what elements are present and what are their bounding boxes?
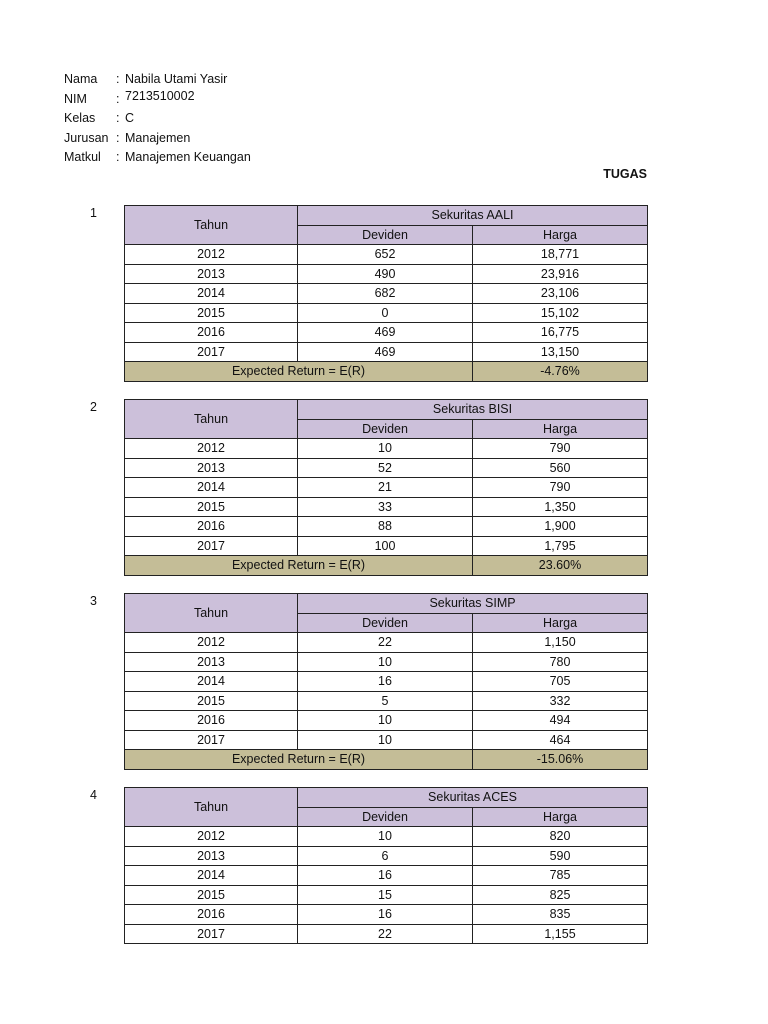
cell-dividend: 469 xyxy=(298,323,473,343)
cell-year: 2017 xyxy=(125,730,298,750)
cell-price: 1,155 xyxy=(473,924,648,944)
cell-year: 2014 xyxy=(125,866,298,886)
header-security: Sekuritas SIMP xyxy=(298,594,648,614)
header-tahun: Tahun xyxy=(125,400,298,439)
cell-price: 18,771 xyxy=(473,245,648,265)
expected-return-label: Expected Return = E(R) xyxy=(125,556,473,576)
table-row xyxy=(125,536,648,556)
table-row xyxy=(125,866,648,886)
info-row-kelas xyxy=(64,109,251,129)
cell-year: 2015 xyxy=(125,303,298,323)
header-deviden: Deviden xyxy=(298,807,473,827)
cell-dividend: 10 xyxy=(298,652,473,672)
info-label: NIM xyxy=(64,91,87,106)
cell-dividend: 100 xyxy=(298,536,473,556)
table-bisi xyxy=(124,399,648,576)
expected-return-label: Expected Return = E(R) xyxy=(125,362,473,382)
table-row xyxy=(125,924,648,944)
cell-dividend: 16 xyxy=(298,672,473,692)
table-aali xyxy=(124,205,648,382)
table-row xyxy=(125,284,648,304)
info-separator: : xyxy=(116,130,120,145)
cell-year: 2014 xyxy=(125,672,298,692)
cell-dividend: 22 xyxy=(298,924,473,944)
cell-price: 1,900 xyxy=(473,517,648,537)
cell-dividend: 0 xyxy=(298,303,473,323)
cell-year: 2013 xyxy=(125,652,298,672)
cell-price: 23,106 xyxy=(473,284,648,304)
table-row xyxy=(125,633,648,653)
table-row xyxy=(125,517,648,537)
cell-dividend: 16 xyxy=(298,866,473,886)
table-row xyxy=(125,730,648,750)
info-separator: : xyxy=(116,111,120,126)
cell-year: 2015 xyxy=(125,885,298,905)
header-harga: Harga xyxy=(473,419,648,439)
cell-dividend: 6 xyxy=(298,846,473,866)
header-security: Sekuritas ACES xyxy=(298,788,648,808)
cell-price: 705 xyxy=(473,672,648,692)
cell-price: 464 xyxy=(473,730,648,750)
table-row xyxy=(125,342,648,362)
cell-year: 2016 xyxy=(125,323,298,343)
cell-price: 16,775 xyxy=(473,323,648,343)
info-row-jurusan xyxy=(64,129,251,149)
expected-return-row xyxy=(125,362,648,382)
header-tahun: Tahun xyxy=(125,594,298,633)
info-value: 7213510002 xyxy=(125,88,195,103)
info-value: Nabila Utami Yasir xyxy=(125,72,228,86)
cell-dividend: 10 xyxy=(298,827,473,847)
header-tahun: Tahun xyxy=(125,206,298,245)
header-deviden: Deviden xyxy=(298,225,473,245)
cell-dividend: 16 xyxy=(298,905,473,925)
cell-dividend: 5 xyxy=(298,691,473,711)
expected-return-row xyxy=(125,750,648,770)
cell-price: 332 xyxy=(473,691,648,711)
table-aces xyxy=(124,787,648,944)
section-number: 3 xyxy=(90,594,97,608)
expected-return-value: -4.76% xyxy=(473,362,648,382)
student-info xyxy=(64,70,251,168)
cell-price: 790 xyxy=(473,439,648,459)
cell-dividend: 490 xyxy=(298,264,473,284)
info-label: Matkul xyxy=(64,150,101,165)
info-label: Kelas xyxy=(64,111,96,126)
cell-year: 2012 xyxy=(125,439,298,459)
table-simp xyxy=(124,593,648,770)
page-title: TUGAS xyxy=(603,167,647,181)
header-harga: Harga xyxy=(473,613,648,633)
section-number: 4 xyxy=(90,788,97,802)
cell-dividend: 682 xyxy=(298,284,473,304)
table-row xyxy=(125,264,648,284)
info-value: Manajemen Keuangan xyxy=(125,150,251,165)
cell-price: 825 xyxy=(473,885,648,905)
table-row xyxy=(125,458,648,478)
cell-year: 2017 xyxy=(125,924,298,944)
cell-year: 2012 xyxy=(125,245,298,265)
expected-return-label: Expected Return = E(R) xyxy=(125,750,473,770)
cell-price: 1,795 xyxy=(473,536,648,556)
header-security: Sekuritas AALI xyxy=(298,206,648,226)
cell-year: 2017 xyxy=(125,536,298,556)
cell-dividend: 652 xyxy=(298,245,473,265)
cell-price: 785 xyxy=(473,866,648,886)
info-separator: : xyxy=(116,72,120,86)
cell-year: 2013 xyxy=(125,458,298,478)
header-tahun: Tahun xyxy=(125,788,298,827)
cell-year: 2014 xyxy=(125,284,298,304)
cell-year: 2014 xyxy=(125,478,298,498)
table-row xyxy=(125,478,648,498)
cell-price: 23,916 xyxy=(473,264,648,284)
cell-price: 835 xyxy=(473,905,648,925)
header-deviden: Deviden xyxy=(298,613,473,633)
cell-price: 13,150 xyxy=(473,342,648,362)
cell-year: 2016 xyxy=(125,517,298,537)
expected-return-value: -15.06% xyxy=(473,750,648,770)
table-row xyxy=(125,846,648,866)
cell-year: 2012 xyxy=(125,633,298,653)
table-row xyxy=(125,827,648,847)
cell-price: 15,102 xyxy=(473,303,648,323)
info-separator: : xyxy=(116,91,120,106)
cell-year: 2012 xyxy=(125,827,298,847)
cell-dividend: 22 xyxy=(298,633,473,653)
cell-price: 1,350 xyxy=(473,497,648,517)
section-number: 2 xyxy=(90,400,97,414)
header-deviden: Deviden xyxy=(298,419,473,439)
section-number: 1 xyxy=(90,206,97,220)
header-harga: Harga xyxy=(473,807,648,827)
info-row-matkul xyxy=(64,148,251,168)
cell-dividend: 15 xyxy=(298,885,473,905)
info-row-nim xyxy=(64,90,251,110)
table-row xyxy=(125,672,648,692)
cell-year: 2015 xyxy=(125,691,298,711)
info-separator: : xyxy=(116,150,120,165)
table-row xyxy=(125,691,648,711)
cell-dividend: 10 xyxy=(298,439,473,459)
cell-year: 2017 xyxy=(125,342,298,362)
info-label: Nama xyxy=(64,72,98,86)
header-harga: Harga xyxy=(473,225,648,245)
cell-dividend: 88 xyxy=(298,517,473,537)
cell-dividend: 52 xyxy=(298,458,473,478)
cell-dividend: 10 xyxy=(298,730,473,750)
cell-year: 2016 xyxy=(125,905,298,925)
info-value: Manajemen xyxy=(125,130,191,145)
table-row xyxy=(125,245,648,265)
table-row xyxy=(125,905,648,925)
info-value: C xyxy=(125,111,135,126)
cell-year: 2015 xyxy=(125,497,298,517)
cell-price: 560 xyxy=(473,458,648,478)
table-row xyxy=(125,885,648,905)
info-label: Jurusan xyxy=(64,130,109,145)
cell-year: 2013 xyxy=(125,264,298,284)
table-row xyxy=(125,303,648,323)
cell-price: 590 xyxy=(473,846,648,866)
info-row-nama xyxy=(64,70,251,90)
cell-dividend: 10 xyxy=(298,711,473,731)
cell-price: 1,150 xyxy=(473,633,648,653)
cell-year: 2016 xyxy=(125,711,298,731)
cell-year: 2013 xyxy=(125,846,298,866)
cell-dividend: 21 xyxy=(298,478,473,498)
cell-price: 790 xyxy=(473,478,648,498)
expected-return-row xyxy=(125,556,648,576)
table-row xyxy=(125,439,648,459)
table-row xyxy=(125,323,648,343)
table-row xyxy=(125,652,648,672)
header-security: Sekuritas BISI xyxy=(298,400,648,420)
cell-price: 494 xyxy=(473,711,648,731)
table-row xyxy=(125,711,648,731)
cell-price: 820 xyxy=(473,827,648,847)
cell-dividend: 469 xyxy=(298,342,473,362)
cell-dividend: 33 xyxy=(298,497,473,517)
cell-price: 780 xyxy=(473,652,648,672)
expected-return-value: 23.60% xyxy=(473,556,648,576)
table-row xyxy=(125,497,648,517)
